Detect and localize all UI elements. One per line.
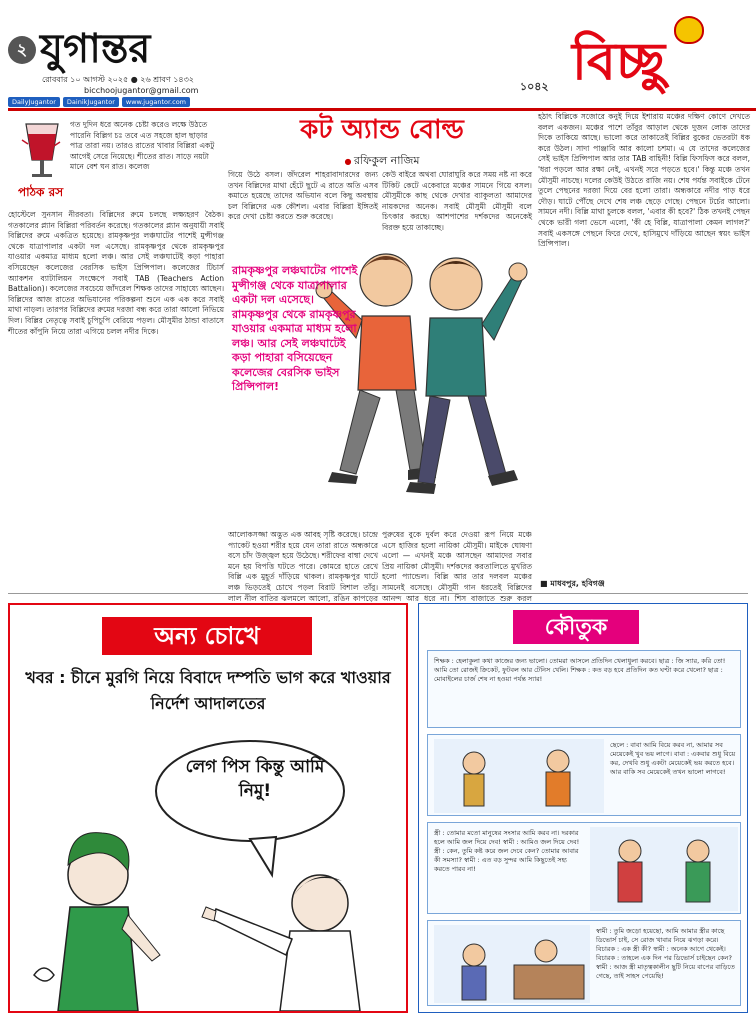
website-link[interactable]: www.jugantor.com <box>122 97 190 107</box>
broken-glass-icon <box>18 120 66 182</box>
joke-panel-3 <box>427 822 741 914</box>
reader-body-text: হোস্টেলে সুনসান নীরবতা। বিল্লিদের রুমে চলছে লক্ষ্যহরণ বৈঠক। গতকালের প্ল্যান বিল্লিরা পরিবর্তন করেছে। গতকালের প্ল্যান অনুযায়ী সবাই বিল্লিদের রুমে একত্রিত হয়েছে। রামকৃষ্ণপুর লঞ্চঘাটের পাশেই মুন্সীগঞ্জ থেকে যাত্রাপালার একটা দল এসেছে। রামকৃষ্ণপুর থেকে রামকৃষ্ণপুর যাওয়ার একমাত্র মাধ্যম হলো লঞ্চ। আর সেই লঞ্চঘাটেই কড়া পাহারা বসিয়েছেন কলেজের বেরসিক ভাইস প্রিন্সিপাল। কলেজের টিচার্স অ্যাকশন ব্যাটালিয়ন সংক্ষেপে সবাই TAB (Teachers Action Battalion)। কলেজের সবচেয়ে জাঁদরেল শিক্ষক তাদের সাহায্যে আছেন। বিল্লিদের আজ রাতের অভিযানের পরিকল্পনা শুনে এক এক করে সবাই মাথা নাড়ল। তারপর বিল্লিদের রুমের দরজা বন্ধ করে তারা আলো নিভিয়ে দিল। বিল্লির নেতৃত্বে সবাই চুপিচুপি বেরিয়ে পড়ল। মৌসুমীর ঠান্ডা বাতাসে শীতের কাঁপুনি নিয়ে তারা এগিয়ে চলল নদীর দিকে। <box>8 210 224 336</box>
jokes-header: কৌতুক <box>513 610 639 644</box>
story-signoff: ■ মাধবপুর, হবিগঞ্জ <box>540 579 605 588</box>
joke-panel-2 <box>427 734 741 816</box>
masthead <box>0 0 756 112</box>
supplement-title: বিচ্ছু <box>572 31 666 92</box>
story-byline: ● রফিকুল নাজিম <box>232 152 532 171</box>
supplement-logo <box>556 12 756 108</box>
courtroom-illustration <box>434 925 590 1003</box>
cartoon-news-caption: খবর : চীনে মুরগি নিয়ে বিবাদে দম্পতি ভাগ করে খাওয়ার নির্দেশ আদালতের <box>25 668 391 713</box>
newspaper-brand: যুগান্তর <box>40 25 151 72</box>
cartoon-speech-bubble: লেগ পিস কিন্তু আমি নিমু! <box>185 757 325 801</box>
social-links <box>8 97 190 107</box>
story-title: কট অ্যান্ড বোল্ড <box>300 115 464 145</box>
dateline: রোববার ১০ আগস্ট ২০২৫ ● ২৬ শ্রাবণ ১৪৩২ <box>42 75 195 84</box>
facebook-link[interactable]: DailyJugantor <box>8 97 60 107</box>
joke-panel-4 <box>427 920 741 1006</box>
story-text-top-right: কেউ বাইরে অথবা ঘোরাঘুরি করে সময় নষ্ট না করে টিকিট কেটে একেবারে মঞ্চের সামনে গিয়ে বসল। মৌসুমীকে কাছ থেকে দেখার ব্যাকুলতা আমাদের নায়কদের অনেক। সবাই মৌসুমী মৌসুমী বলে চিৎকার করছে। আশপাশের দর্শকদের অনেকেই বিরক্ত হয়ে তাকাচ্ছে। <box>382 170 532 232</box>
joke-text-1: শিক্ষক : হেলাকুলা কথা কাজের জন্য ভালো। তোমরা আসলে প্রতিদিন খেলাধুলা করবে। ছাত্র : জি স্যার, করি তো! আমি তো রোজই ক্রিকেট, ফুটবল আর টেনিস খেলি। শিক্ষক : কত বড় হবে প্রতিদিন কত ঘণ্টা করে খেলো? ছাত্র : মোবাইলের চার্জ শেষ না হওয়া পর্যন্ত স্যার! <box>434 657 726 683</box>
twitter-link[interactable]: DainikJugantor <box>63 97 119 107</box>
cartoon-section <box>8 603 408 1013</box>
contact-email[interactable]: bicchoojugantor@gmail.com <box>84 86 199 95</box>
story-text-bottom-right: পুরুষের বুকে দুর্বল করে দেওয়া রূপ নিয়ে মঞ্চে এসে হাজির হলো নায়িকা মৌসুমী। মাইকে ঘোষণা এলো — এখনই মঞ্চে আসছেন আমাদের সবার প্রিয় নায়িকা মৌসুমী। দর্শকদের করতালিতে মুখরিত হলো প্যান্ডেল। বিল্লি আর তার দলবল মঞ্চের সামনেই বসেছে। মৌসুমী গান ধরতেই বিল্লিদের আনন্দ আর ধরে না। শিস বাজাতে শুরু করল <box>382 530 532 603</box>
jokes-section <box>418 603 748 1013</box>
scorpion-mascot-icon <box>674 16 704 44</box>
reader-section-label: পাঠক রস <box>18 185 64 199</box>
reader-intro-text: গত দুদিন ধরে অনেক চেষ্টা করেও লক্ষে উঠতে পারেনি বিল্লিগ চঃ তবে এত সহজে হাল ছাড়ার পাত্র তারা নয়। তারও রাতের খাবার বিল্লিরা একটু আগেই সেরে নিয়েছে। শীতের রাত। সাড়ে নয়টা মানে বেশ ঘন রাত। কলেজ <box>70 120 215 171</box>
story-text-right-column: হঠাৎ বিল্লিকে সজোরে কনুই দিয়ে ইশারায় মঞ্চের দক্ষিণ কোণে দেখতে বলল একজন। মঞ্চের পাশে তাঁবুর আড়াল থেকে দুজন লোক তাদের দিকে তাকিয়ে আছে। ভালো করে তাকাতেই বিল্লির বুকের ভেতরটা ধক করে উঠল। সাদা পাঞ্জাবি আর কালো চশমা। এ যে তাদের কলেজের সেই ভাইস প্রিন্সিপাল আর তার TAB বাহিনী! বিল্লি ফিসফিস করে বলল, 'ধরা পড়লে আর রক্ষা নেই, এখনই সরে পড়তে হবে।' কিন্তু মঞ্চে তখন মৌসুমী নাচছে। দলের কেউই উঠতে রাজি নয়। শেষ পর্যন্ত সবাইকে টেনে তুলে পেছনের দরজা দিয়ে বের হলো তারা। অন্ধকারে নদীর পাড় ধরে দৌড়। ঘাটে পৌঁছে দেখে শেষ লঞ্চ ছেড়ে গেছে। পেছনে টর্চের আলো। সামনে নদী। বিল্লি মাথা চুলকে বলল, 'এবার কী হবে?' ঠিক তখনই পেছন থেকে ভারী গলা ভেসে এলো, 'কী হে বিল্লি, যাত্রাপালা কেমন লাগল?' সবাই একসঙ্গে পেছনে ফিরে দেখে, হাসিমুখে দাঁড়িয়ে আছেন স্বয়ং ভাইস প্রিন্সিপাল। <box>538 112 750 249</box>
masthead-rule <box>8 108 756 111</box>
issue-number: ১০৪২ <box>520 80 549 93</box>
joke-panel-1 <box>427 650 741 728</box>
story-pull-quote: রামকৃষ্ণপুর লঞ্চঘাটের পাশেই মুন্সীগঞ্জ থেকে যাত্রাপালার একটা দল এসেছে। রামকৃষ্ণপুর থেকে রামকৃষ্ণপুর যাওয়ার একমাত্র মাধ্যম হলো লঞ্চ। আর সেই লঞ্চঘাটেই কড়া পাহারা বসিয়েছেন কলেজের বেরসিক ভাইস প্রিন্সিপাল! <box>232 264 358 393</box>
section-divider <box>8 593 748 594</box>
father-son-illustration <box>434 739 604 813</box>
joke-text-3: স্ত্রী : তোমার মতো মানুষের সংসার আমি করব না। দরকার হলে আমি জল দিয়ে দেব! স্বামী : আমিও জল দিয়ে দেব! স্ত্রী : কেন, তুমি কষ্ট করে জল দেবে কেন? তোমার আবার কী সমস্যা? স্বামী : এত বড় সুন্দর আমি কিছুতেই সহ্য করতে পারব না! <box>434 829 580 873</box>
joke-text-2: ছেলে : বাবা আমি বিয়ে করব না, আমার সব মেয়েকেই খুব ভয় লাগে। বাবা : একবার শুধু বিয়ে কর, দেখবি শুধু একটা মেয়েকেই ভয় করতে হবে। আর বাকি সব মেয়েকেই তখন ভালো লাগবে! <box>610 741 736 776</box>
cartoon-header: অন্য চোখে <box>102 617 312 655</box>
page-number: ২ <box>8 36 36 64</box>
story-text-bottom-left: আলোকসজ্জা অদ্ভুত এক আবহ সৃষ্টি করেছে। চান্দ্রে প্যাকেট হওয়া শরীর হয়ে যেন তারা রাতে অন্ধকারে বসে চাঁদ উজ্জ্বল হয়ে উঠেছে। শরীফের বাম্বা দেখে মনে হয় বিপত্তি ঘটতে পারে। কোমরে হাতে রেখে বিল্লি এক মুহূর্ত দাঁড়িয়ে থাকল। রামকৃষ্ণপুর ঘাটে লঞ্চ ভিড়তেই চোখে পড়ল বিরাট বিশাল তাঁবু। লাল নীল বাতির ঝলমলে আলো, রঙিন কাপড়ের <box>228 530 378 603</box>
story-text-top-left: গিয়ে উঠে বসল। জঁদরেল শাহরাবাদারদের জন্য তখন বিল্লিদের মাথা হেঁটে ছুটে এ রাতে অতি এসব কমাতে হয়েছে তাদের অভিযান বলে কিছু অবস্থায় চল বিল্লিদের এক কৌশল। এবার বিল্লিরা ইঙ্গিতই করে দেখা চেষ্টা করতে শুরু করেছে। <box>228 170 378 222</box>
couple-argument-illustration <box>590 827 738 911</box>
joke-text-4: স্বামী : তুমি জড়ো হয়েছো, আমি আমার স্ত্রীর কাছে ডিভোর্স চাই, সে রোজ খাবার নিয়ে ঝগড়া করে। বিচারক : এক স্ত্রী কী? স্বামী : অনেক আগে থেকেই। বিচারক : তাহলে এক দিন পর ডিভোর্স চাইছেন কেন? স্বামী : আজ স্ত্রী মাতৃত্বকালীন ছুটি নিয়ে বাপের বাড়িতে গেছে, তাই সাহস পেয়েছি! <box>596 927 735 980</box>
